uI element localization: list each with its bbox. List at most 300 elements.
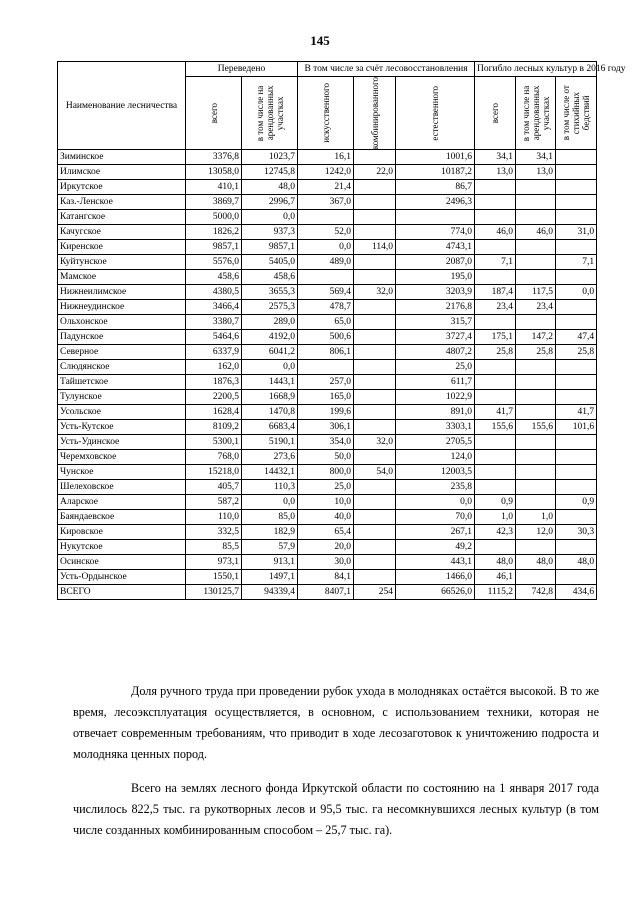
value-cell xyxy=(516,360,556,375)
value-cell xyxy=(516,570,556,585)
value-cell xyxy=(354,390,396,405)
value-cell: 4743,1 xyxy=(396,240,475,255)
value-cell: 7,1 xyxy=(475,255,516,270)
value-cell: 1470,8 xyxy=(242,405,298,420)
value-cell: 0,9 xyxy=(475,495,516,510)
value-cell xyxy=(516,390,556,405)
value-cell xyxy=(298,360,354,375)
value-cell: 315,7 xyxy=(396,315,475,330)
value-cell: 9857,1 xyxy=(186,240,242,255)
value-cell xyxy=(475,180,516,195)
value-cell: 332,5 xyxy=(186,525,242,540)
value-cell: 569,4 xyxy=(298,285,354,300)
table-row xyxy=(58,270,597,285)
value-cell: 9857,1 xyxy=(242,240,298,255)
value-cell xyxy=(516,270,556,285)
value-cell: 147,2 xyxy=(516,330,556,345)
value-cell xyxy=(475,240,516,255)
value-cell xyxy=(516,210,556,225)
forestry-name-cell: Аларское xyxy=(58,495,186,510)
value-cell: 70,0 xyxy=(396,510,475,525)
value-cell: 195,0 xyxy=(396,270,475,285)
table-row xyxy=(58,525,597,540)
value-cell: 0,0 xyxy=(242,210,298,225)
value-cell xyxy=(354,315,396,330)
paragraph-2: Всего на землях лесного фонда Иркутской области по состоянию на 1 января 2017 года числилось 822,5 тыс. га рукотворных лесов и 95,5 тыс. га несомкнувшихся лесных культур (в том числе созданных комбинированным способом – 25,7 тыс. га). xyxy=(73,781,599,837)
value-cell: 13058,0 xyxy=(186,165,242,180)
value-cell: 1550,1 xyxy=(186,570,242,585)
value-cell: 434,6 xyxy=(556,585,597,600)
value-cell xyxy=(556,375,597,390)
value-cell: 405,7 xyxy=(186,480,242,495)
value-cell: 1001,6 xyxy=(396,150,475,165)
value-cell: 4380,5 xyxy=(186,285,242,300)
value-cell: 768,0 xyxy=(186,450,242,465)
value-cell: 23,4 xyxy=(475,300,516,315)
value-cell xyxy=(556,540,597,555)
value-cell: 65,0 xyxy=(298,315,354,330)
value-cell: 52,0 xyxy=(298,225,354,240)
value-cell: 2200,5 xyxy=(186,390,242,405)
value-cell: 25,0 xyxy=(298,480,354,495)
value-cell: 774,0 xyxy=(396,225,475,240)
value-cell xyxy=(556,510,597,525)
table-row xyxy=(58,420,597,435)
value-cell: 973,1 xyxy=(186,555,242,570)
value-cell: 49,2 xyxy=(396,540,475,555)
value-cell: 31,0 xyxy=(556,225,597,240)
value-cell: 46,1 xyxy=(475,570,516,585)
table-row xyxy=(58,375,597,390)
value-cell xyxy=(354,270,396,285)
value-cell xyxy=(354,360,396,375)
value-cell: 25,8 xyxy=(475,345,516,360)
value-cell: 30,0 xyxy=(298,555,354,570)
value-cell: 1497,1 xyxy=(242,570,298,585)
value-cell: 1466,0 xyxy=(396,570,475,585)
value-cell: 25,8 xyxy=(556,345,597,360)
value-cell xyxy=(556,435,597,450)
column-header: в том числе на арендованных участках xyxy=(516,77,556,150)
value-cell: 7,1 xyxy=(556,255,597,270)
value-cell: 41,7 xyxy=(475,405,516,420)
value-cell: 162,0 xyxy=(186,360,242,375)
value-cell: 40,0 xyxy=(298,510,354,525)
value-cell: 12003,5 xyxy=(396,465,475,480)
value-cell xyxy=(475,390,516,405)
table-row xyxy=(58,180,597,195)
forestry-name-cell: Зиминское xyxy=(58,150,186,165)
value-cell: 32,0 xyxy=(354,435,396,450)
table-row xyxy=(58,540,597,555)
value-cell: 21,4 xyxy=(298,180,354,195)
value-cell: 443,1 xyxy=(396,555,475,570)
table-row xyxy=(58,300,597,315)
forestry-name-cell: Баяндаевское xyxy=(58,510,186,525)
value-cell: 3303,1 xyxy=(396,420,475,435)
value-cell: 20,0 xyxy=(298,540,354,555)
column-header: в том числе от стихийных бедствий xyxy=(556,77,597,150)
value-cell: 611,7 xyxy=(396,375,475,390)
value-cell: 0,0 xyxy=(396,495,475,510)
value-cell: 2996,7 xyxy=(242,195,298,210)
value-cell: 458,6 xyxy=(186,270,242,285)
value-cell: 16,1 xyxy=(298,150,354,165)
value-cell: 165,0 xyxy=(298,390,354,405)
value-cell: 12745,8 xyxy=(242,165,298,180)
value-cell: 1628,4 xyxy=(186,405,242,420)
forestry-name-cell: Черемховское xyxy=(58,450,186,465)
row-header: Наименование лесничества xyxy=(58,62,186,150)
value-cell: 458,6 xyxy=(242,270,298,285)
value-cell: 2575,3 xyxy=(242,300,298,315)
value-cell: 5190,1 xyxy=(242,435,298,450)
forestry-name-cell: Шелеховское xyxy=(58,480,186,495)
value-cell: 23,4 xyxy=(516,300,556,315)
value-cell xyxy=(354,150,396,165)
value-cell: 6041,2 xyxy=(242,345,298,360)
value-cell: 34,1 xyxy=(475,150,516,165)
value-cell: 354,0 xyxy=(298,435,354,450)
table-row xyxy=(58,360,597,375)
value-cell: 10187,2 xyxy=(396,165,475,180)
value-cell xyxy=(298,270,354,285)
value-cell: 267,1 xyxy=(396,525,475,540)
table-row xyxy=(58,450,597,465)
value-cell: 48,0 xyxy=(242,180,298,195)
value-cell: 1,0 xyxy=(516,510,556,525)
value-cell: 46,0 xyxy=(475,225,516,240)
value-cell xyxy=(354,555,396,570)
value-cell xyxy=(354,225,396,240)
value-cell: 891,0 xyxy=(396,405,475,420)
table-row xyxy=(58,255,597,270)
value-cell xyxy=(475,210,516,225)
value-cell: 913,1 xyxy=(242,555,298,570)
value-cell: 806,1 xyxy=(298,345,354,360)
value-cell: 1876,3 xyxy=(186,375,242,390)
value-cell: 478,7 xyxy=(298,300,354,315)
value-cell xyxy=(516,240,556,255)
value-cell xyxy=(475,480,516,495)
value-cell xyxy=(556,450,597,465)
paragraph-1: Доля ручного труда при проведении рубок ухода в молодняках остаётся высокой. В то же время, лесоэксплуатация осуществляется, в основном, с использованием техники, которая не отвечает современным требованиям, что приводит в ходе лесозаготовок к уничтожению подроста и молодняка ценных пород. xyxy=(73,684,599,761)
value-cell: 0,0 xyxy=(242,495,298,510)
value-cell xyxy=(516,495,556,510)
value-cell xyxy=(475,360,516,375)
value-cell: 84,1 xyxy=(298,570,354,585)
value-cell xyxy=(516,375,556,390)
value-cell xyxy=(354,450,396,465)
value-cell: 25,0 xyxy=(396,360,475,375)
value-cell xyxy=(354,375,396,390)
table-row xyxy=(58,150,597,165)
value-cell: 4807,2 xyxy=(396,345,475,360)
value-cell: 101,6 xyxy=(556,420,597,435)
table-row xyxy=(58,465,597,480)
value-cell: 48,0 xyxy=(516,555,556,570)
value-cell: 5405,0 xyxy=(242,255,298,270)
table-row xyxy=(58,240,597,255)
value-cell: 235,8 xyxy=(396,480,475,495)
value-cell: 85,5 xyxy=(186,540,242,555)
value-cell: 1023,7 xyxy=(242,150,298,165)
value-cell: 0,0 xyxy=(242,360,298,375)
column-header: естественного xyxy=(396,77,475,150)
value-cell: 306,1 xyxy=(298,420,354,435)
forestry-name-cell: Иркутское xyxy=(58,180,186,195)
value-cell: 1826,2 xyxy=(186,225,242,240)
value-cell: 4192,0 xyxy=(242,330,298,345)
forestry-name-cell: Северное xyxy=(58,345,186,360)
value-cell: 2087,0 xyxy=(396,255,475,270)
value-cell: 367,0 xyxy=(298,195,354,210)
value-cell: 41,7 xyxy=(556,405,597,420)
value-cell xyxy=(516,195,556,210)
table-row xyxy=(58,510,597,525)
value-cell xyxy=(354,405,396,420)
value-cell xyxy=(556,150,597,165)
value-cell xyxy=(516,465,556,480)
forestry-name-cell: Чунское xyxy=(58,465,186,480)
value-cell xyxy=(556,210,597,225)
forestry-name-cell: Ольхонское xyxy=(58,315,186,330)
forestry-name-cell: ВСЕГО xyxy=(58,585,186,600)
value-cell: 34,1 xyxy=(516,150,556,165)
value-cell: 5300,1 xyxy=(186,435,242,450)
value-cell: 5576,0 xyxy=(186,255,242,270)
value-cell xyxy=(354,300,396,315)
value-cell: 46,0 xyxy=(516,225,556,240)
value-cell: 2705,5 xyxy=(396,435,475,450)
value-cell: 182,9 xyxy=(242,525,298,540)
value-cell: 22,0 xyxy=(354,165,396,180)
value-cell: 124,0 xyxy=(396,450,475,465)
value-cell: 800,0 xyxy=(298,465,354,480)
forestry-name-cell: Катангское xyxy=(58,210,186,225)
value-cell xyxy=(556,270,597,285)
value-cell xyxy=(354,345,396,360)
value-cell: 110,0 xyxy=(186,510,242,525)
forestry-name-cell: Каз.-Ленское xyxy=(58,195,186,210)
value-cell xyxy=(298,210,354,225)
value-cell: 42,3 xyxy=(475,525,516,540)
value-cell: 5000,0 xyxy=(186,210,242,225)
value-cell xyxy=(354,420,396,435)
forestry-name-cell: Осинское xyxy=(58,555,186,570)
value-cell xyxy=(556,180,597,195)
value-cell: 742,8 xyxy=(516,585,556,600)
value-cell: 6337,9 xyxy=(186,345,242,360)
value-cell: 32,0 xyxy=(354,285,396,300)
value-cell xyxy=(354,480,396,495)
forestry-name-cell: Киренское xyxy=(58,240,186,255)
value-cell xyxy=(475,435,516,450)
value-cell: 1115,2 xyxy=(475,585,516,600)
value-cell xyxy=(354,510,396,525)
table-row xyxy=(58,480,597,495)
page-number: 145 xyxy=(310,33,330,48)
value-cell xyxy=(396,210,475,225)
value-cell: 254 xyxy=(354,585,396,600)
forestry-name-cell: Кировское xyxy=(58,525,186,540)
value-cell xyxy=(556,570,597,585)
value-cell: 48,0 xyxy=(475,555,516,570)
column-header: комбинированного xyxy=(354,77,396,150)
value-cell: 1242,0 xyxy=(298,165,354,180)
value-cell: 14432,1 xyxy=(242,465,298,480)
value-cell: 15218,0 xyxy=(186,465,242,480)
value-cell xyxy=(354,180,396,195)
value-cell: 30,3 xyxy=(556,525,597,540)
value-cell: 155,6 xyxy=(475,420,516,435)
forestry-name-cell: Тайшетское xyxy=(58,375,186,390)
forestry-name-cell: Усть-Кутское xyxy=(58,420,186,435)
value-cell: 2176,8 xyxy=(396,300,475,315)
value-cell: 3203,9 xyxy=(396,285,475,300)
value-cell xyxy=(516,180,556,195)
value-cell xyxy=(475,375,516,390)
forestry-name-cell: Падунское xyxy=(58,330,186,345)
value-cell: 3869,7 xyxy=(186,195,242,210)
value-cell xyxy=(556,165,597,180)
value-cell xyxy=(516,405,556,420)
value-cell: 13,0 xyxy=(516,165,556,180)
table-row xyxy=(58,195,597,210)
value-cell: 199,6 xyxy=(298,405,354,420)
value-cell: 187,4 xyxy=(475,285,516,300)
value-cell: 86,7 xyxy=(396,180,475,195)
group-lost: Погибло лесных культур в 2016 году xyxy=(475,62,597,77)
value-cell: 3466,4 xyxy=(186,300,242,315)
value-cell: 5464,6 xyxy=(186,330,242,345)
value-cell: 47,4 xyxy=(556,330,597,345)
value-cell: 3376,8 xyxy=(186,150,242,165)
table-row xyxy=(58,345,597,360)
table-row xyxy=(58,225,597,240)
value-cell xyxy=(354,540,396,555)
value-cell: 273,6 xyxy=(242,450,298,465)
value-cell: 1443,1 xyxy=(242,375,298,390)
table-row xyxy=(58,495,597,510)
table-row xyxy=(58,390,597,405)
value-cell: 94339,4 xyxy=(242,585,298,600)
value-cell xyxy=(556,195,597,210)
value-cell: 10,0 xyxy=(298,495,354,510)
value-cell xyxy=(354,195,396,210)
value-cell: 54,0 xyxy=(354,465,396,480)
value-cell: 6683,4 xyxy=(242,420,298,435)
value-cell: 289,0 xyxy=(242,315,298,330)
value-cell: 0,0 xyxy=(556,285,597,300)
value-cell xyxy=(475,270,516,285)
table-row xyxy=(58,210,597,225)
value-cell: 117,5 xyxy=(516,285,556,300)
forestry-name-cell: Нукутское xyxy=(58,540,186,555)
value-cell xyxy=(516,435,556,450)
value-cell: 130125,7 xyxy=(186,585,242,600)
forestry-name-cell: Илимское xyxy=(58,165,186,180)
value-cell xyxy=(354,495,396,510)
value-cell: 85,0 xyxy=(242,510,298,525)
value-cell: 25,8 xyxy=(516,345,556,360)
value-cell xyxy=(475,465,516,480)
value-cell: 3727,4 xyxy=(396,330,475,345)
value-cell xyxy=(516,540,556,555)
value-cell: 937,3 xyxy=(242,225,298,240)
value-cell: 66526,0 xyxy=(396,585,475,600)
value-cell xyxy=(475,315,516,330)
value-cell: 0,0 xyxy=(298,240,354,255)
forestry-name-cell: Мамское xyxy=(58,270,186,285)
value-cell: 175,1 xyxy=(475,330,516,345)
value-cell xyxy=(516,315,556,330)
value-cell xyxy=(556,390,597,405)
value-cell xyxy=(354,330,396,345)
value-cell xyxy=(354,255,396,270)
column-header: в том числе на арендованных участках xyxy=(242,77,298,150)
value-cell xyxy=(354,525,396,540)
value-cell: 114,0 xyxy=(354,240,396,255)
forestry-name-cell: Усть-Ордынское xyxy=(58,570,186,585)
value-cell: 1,0 xyxy=(475,510,516,525)
table-row xyxy=(58,405,597,420)
value-cell xyxy=(556,465,597,480)
value-cell: 410,1 xyxy=(186,180,242,195)
value-cell: 1022,9 xyxy=(396,390,475,405)
table-row xyxy=(58,315,597,330)
table-row xyxy=(58,555,597,570)
forestry-name-cell: Нижнеилимское xyxy=(58,285,186,300)
value-cell: 48,0 xyxy=(556,555,597,570)
column-header: всего xyxy=(186,77,242,150)
value-cell xyxy=(354,210,396,225)
value-cell xyxy=(556,480,597,495)
forestry-table xyxy=(57,61,626,600)
value-cell xyxy=(475,540,516,555)
forestry-name-cell: Слюдянское xyxy=(58,360,186,375)
value-cell: 1668,9 xyxy=(242,390,298,405)
value-cell: 8407,1 xyxy=(298,585,354,600)
value-cell: 110,3 xyxy=(242,480,298,495)
table-row xyxy=(58,435,597,450)
value-cell: 257,0 xyxy=(298,375,354,390)
forestry-name-cell: Усольское xyxy=(58,405,186,420)
value-cell xyxy=(475,195,516,210)
value-cell: 489,0 xyxy=(298,255,354,270)
value-cell: 2496,3 xyxy=(396,195,475,210)
table-row xyxy=(58,165,597,180)
group-transferred: Переведено xyxy=(186,62,298,77)
value-cell: 8109,2 xyxy=(186,420,242,435)
value-cell: 50,0 xyxy=(298,450,354,465)
value-cell xyxy=(516,480,556,495)
value-cell: 155,6 xyxy=(516,420,556,435)
value-cell xyxy=(516,450,556,465)
group-reforestation: В том числе за счёт лесовосстановления xyxy=(298,62,475,77)
value-cell xyxy=(556,300,597,315)
column-header: искусственного xyxy=(298,77,354,150)
value-cell xyxy=(556,360,597,375)
forestry-name-cell: Куйтунское xyxy=(58,255,186,270)
table-row xyxy=(58,330,597,345)
value-cell: 13,0 xyxy=(475,165,516,180)
value-cell xyxy=(516,255,556,270)
value-cell: 12,0 xyxy=(516,525,556,540)
forestry-name-cell: Качугское xyxy=(58,225,186,240)
value-cell: 587,2 xyxy=(186,495,242,510)
table-row xyxy=(58,285,597,300)
